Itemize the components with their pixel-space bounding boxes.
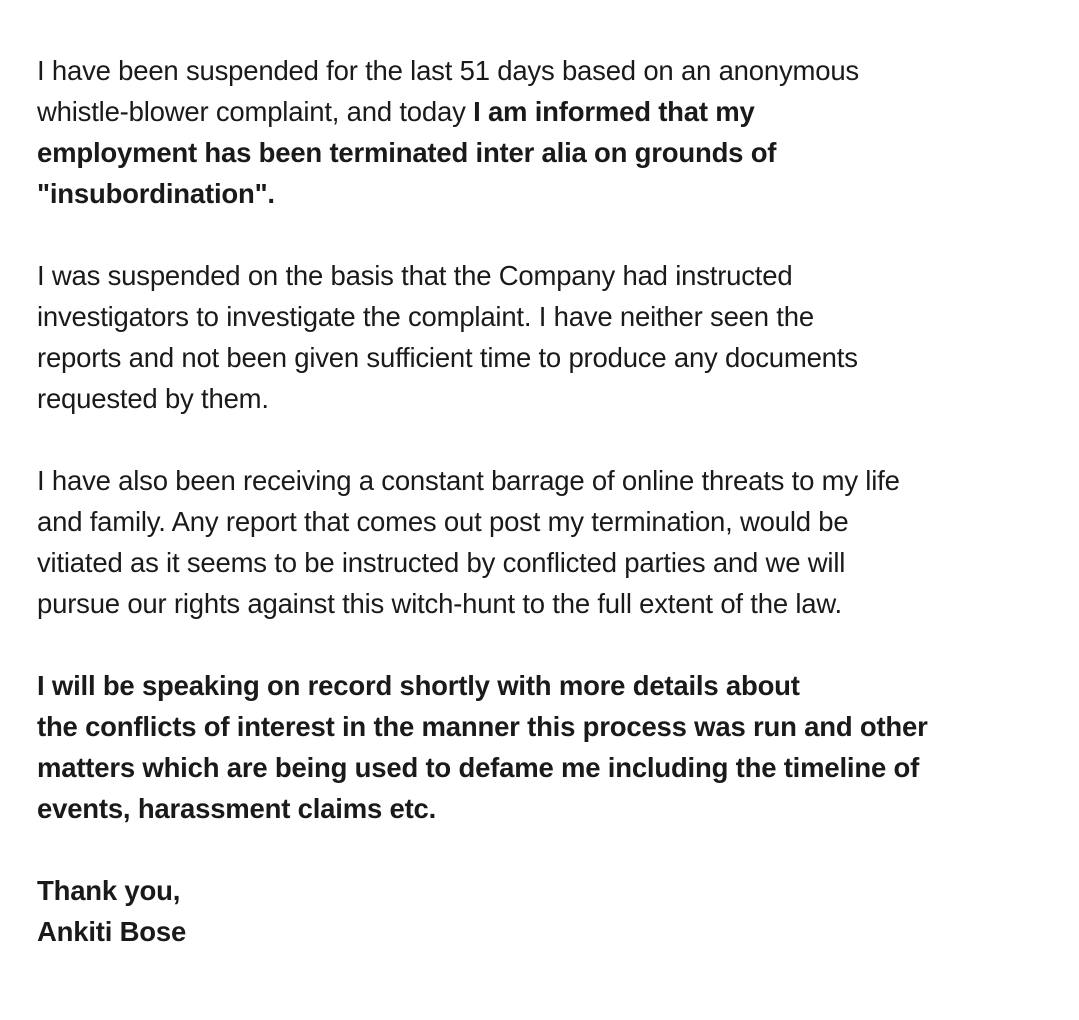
text-line: pursue our rights against this witch-hunt to the full extent of the law.: [37, 588, 842, 619]
paragraph-investigation: [37, 255, 1067, 419]
paragraph-threats: [37, 460, 1067, 624]
text-line-bold: employment has been terminated inter alia on grounds of: [37, 137, 777, 168]
text-line: requested by them.: [37, 383, 269, 414]
signatory-name: Ankiti Bose: [37, 916, 187, 947]
statement-document: [37, 50, 1067, 952]
text-bold: I am informed that my: [473, 96, 755, 127]
text-line-bold: I will be speaking on record shortly with more details about: [37, 670, 800, 701]
paragraph-suspension-termination: [37, 50, 1067, 214]
signoff: [37, 870, 1067, 952]
text-line: [37, 91, 1067, 132]
text-line-bold: events, harassment claims etc.: [37, 793, 437, 824]
text-line: I have been suspended for the last 51 days based on an anonymous: [37, 55, 859, 86]
text-line: vitiated as it seems to be instructed by conflicted parties and we will: [37, 547, 846, 578]
text-regular: whistle-blower complaint, and today: [37, 96, 474, 127]
text-line: I was suspended on the basis that the Company had instructed: [37, 260, 793, 291]
text-line-bold: matters which are being used to defame me including the timeline of: [37, 752, 920, 783]
paragraph-speaking-on-record: [37, 665, 1067, 829]
text-line: I have also been receiving a constant barrage of online threats to my life: [37, 465, 900, 496]
text-line-bold: "insubordination".: [37, 178, 275, 209]
text-line: and family. Any report that comes out post my termination, would be: [37, 506, 849, 537]
text-line-bold: the conflicts of interest in the manner this process was run and other: [37, 711, 928, 742]
text-line: investigators to investigate the complaint. I have neither seen the: [37, 301, 814, 332]
closing-text: Thank you,: [37, 875, 181, 906]
text-line: reports and not been given sufficient time to produce any documents: [37, 342, 858, 373]
